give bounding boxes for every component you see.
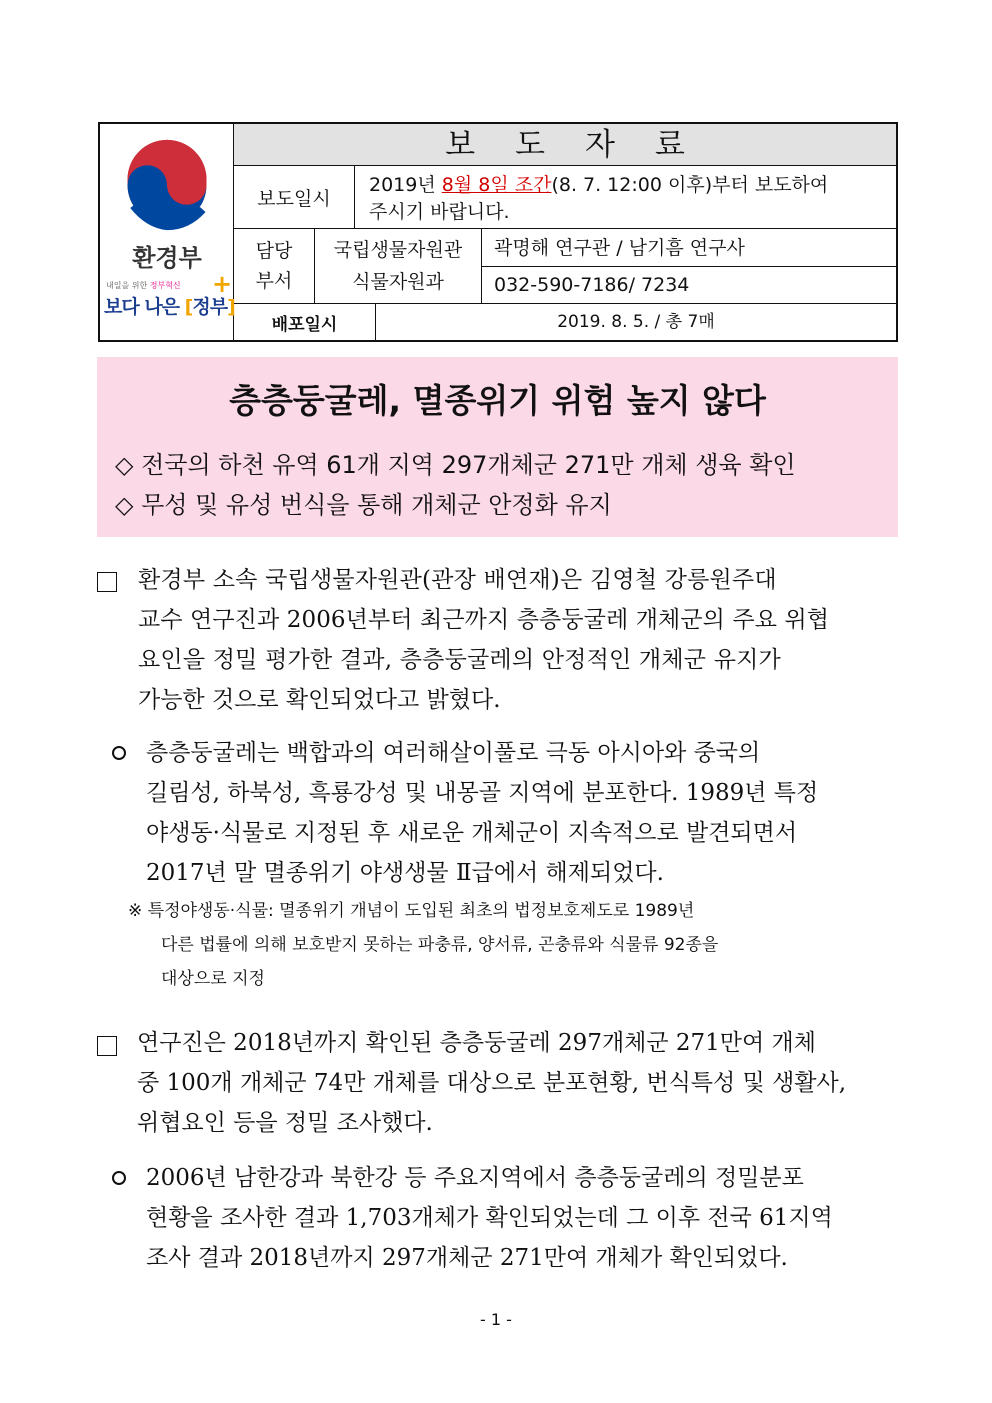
headline-subpoint-1: ◇ 전국의 하천 유역 61개 지역 297개체군 271만 개체 생육 확인 xyxy=(115,451,796,479)
release-date-label: 보도일시 xyxy=(234,166,355,228)
headline-subpoint-2: ◇ 무성 및 유성 번식을 통해 개체군 안정화 유지 xyxy=(115,491,612,519)
slogan-big: 보다 나은 [정부] xyxy=(104,296,235,318)
press-release-title: 보도자료 xyxy=(234,124,896,166)
release-date-value: 2019년 8월 8일 조간(8. 7. 12:00 이후)부터 보도하여 주시기 바랍니다. xyxy=(369,174,829,223)
headline-box xyxy=(97,357,898,537)
distribution-value: 2019. 8. 5. / 총 7매 xyxy=(557,312,715,332)
distribution-row xyxy=(234,304,896,340)
slogan-small: 내일을 위한 정부혁신 xyxy=(106,281,181,290)
footnote: ※ 특정야생동·식물: 멸종위기 개념이 도입된 최초의 법정보호제도로 1989년 다른 법률에 의해 보호받지 못하는 파충류, 양서류, 곤충류와 식물류 92종을 대상으로 지정 xyxy=(128,901,719,989)
circle-bullet xyxy=(112,1171,126,1185)
contact-phone: 032-590-7186/ 7234 xyxy=(494,274,690,296)
paragraph-4: 2006년 남한강과 북한강 등 주요지역에서 층층둥굴레의 정밀분포 현황을 조사한 결과 1,703개체가 확인되었는데 그 이후 전국 61지역 조사 결과 2018년까지 297개체군 271만여 개체가 확인되었다. xyxy=(146,1165,833,1271)
embargo-date: 8월 8일 조간 xyxy=(441,174,552,196)
contact-names: 곽명해 연구관 / 남기흠 연구사 xyxy=(482,229,896,267)
plus-icon: + xyxy=(212,270,233,298)
ministry-name: 환경부 xyxy=(132,244,202,272)
paragraph-1: 환경부 소속 국립생물자원관(관장 배연재)은 김영철 강릉원주대 교수 연구진과 2006년부터 최근까지 층층둥굴레 개체군의 주요 위협 요인을 정밀 평가한 결과, 층층둥굴레의 안정적인 개체군 유지가 가능한 것으로 확인되었다고 밝혔다. xyxy=(138,567,830,713)
headline-title: 층층둥굴레, 멸종위기 위험 높지 않다 xyxy=(229,381,766,420)
department-label: 담당 부서 xyxy=(234,229,315,303)
ministry-logo-block xyxy=(100,124,234,340)
circle-bullet xyxy=(112,746,126,760)
page-number: - 1 - xyxy=(480,1310,512,1329)
checkbox-bullet xyxy=(97,572,117,592)
taegeuk-emblem-icon xyxy=(120,138,214,232)
department-name: 국립생물자원관 식물자원과 xyxy=(315,229,482,303)
press-header-table xyxy=(98,122,898,342)
release-date-row xyxy=(234,166,896,229)
department-row xyxy=(234,229,896,304)
distribution-label: 배포일시 xyxy=(234,304,376,340)
checkbox-bullet xyxy=(97,1036,117,1056)
paragraph-3: 연구진은 2018년까지 확인된 층층둥굴레 297개체군 271만여 개체 중 100개 개체군 74만 개체를 대상으로 분포현황, 번식특성 및 생활사, 위협요인 등을 정밀 조사했다. xyxy=(137,1030,847,1136)
paragraph-2: 층층둥굴레는 백합과의 여러해살이풀로 극동 아시아와 중국의 길림성, 하북성, 흑룡강성 및 내몽골 지역에 분포한다. 1989년 특정 야생동·식물로 지정된 후 새로운 개체군이 지속적으로 발견되면서 2017년 말 멸종위기 야생생물 Ⅱ급에서 해제되었다. xyxy=(146,740,819,886)
